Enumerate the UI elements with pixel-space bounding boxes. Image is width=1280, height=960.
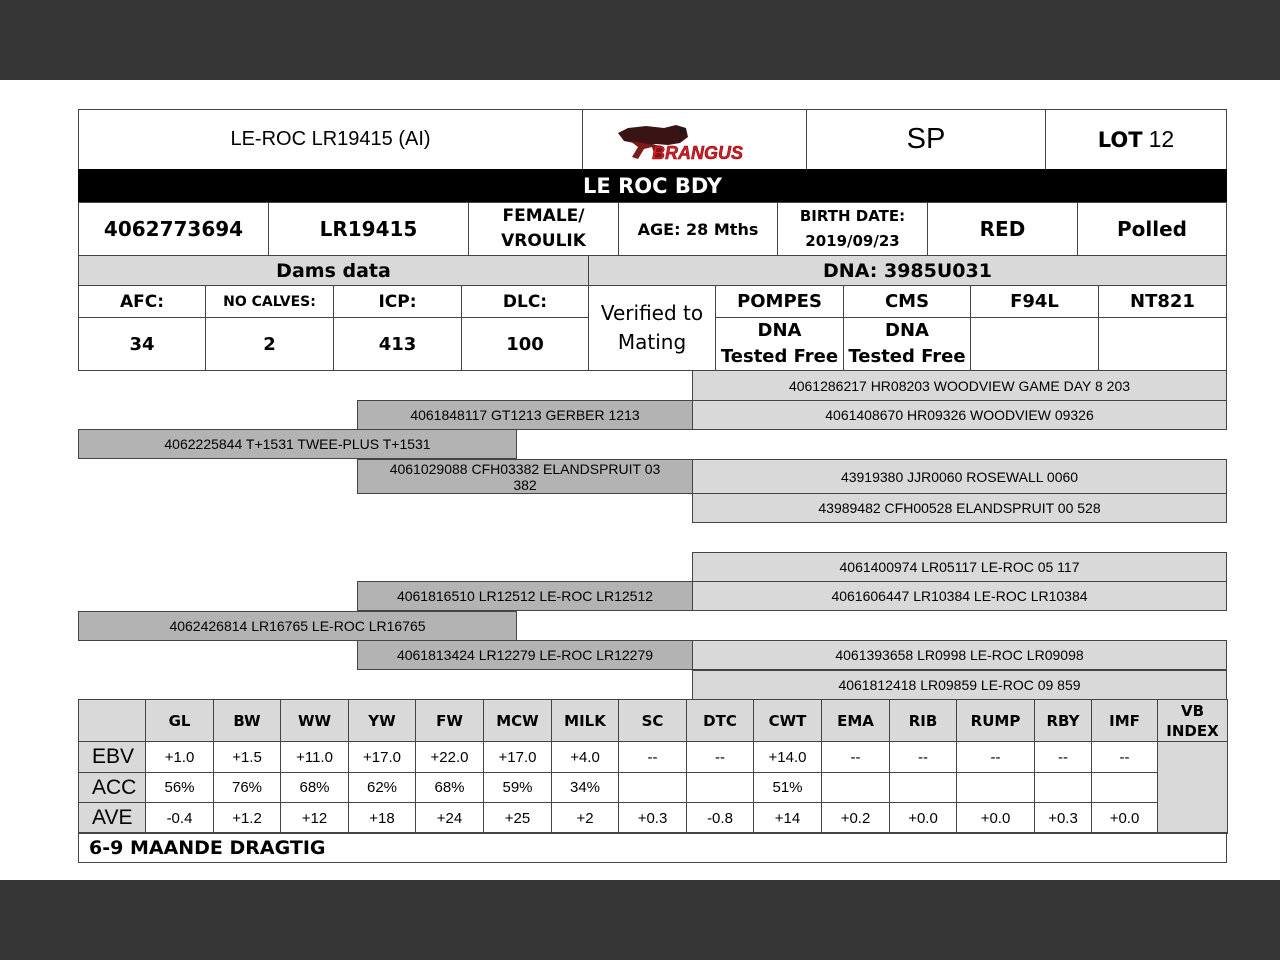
pedigree-dam-dam-dam: 4061812418 LR09859 LE-ROC 09 859 (692, 670, 1227, 700)
ebv-header-sc: SC (618, 699, 687, 742)
ebv-value-acc-rib (889, 772, 957, 803)
title-text: LE ROC BDY (583, 174, 722, 198)
dams-icp-label: ICP: (333, 285, 462, 318)
pedigree-sire-dam-dam: 43989482 CFH00528 ELANDSPRUIT 00 528 (692, 493, 1227, 523)
ebv-value-acc-dtc (686, 772, 754, 803)
ebv-value-acc-rby (1034, 772, 1092, 803)
ebv-value-ebv-bw: +1.5 (213, 741, 281, 773)
dams-afc-value: 34 (78, 317, 206, 371)
animal-code: LR19415 (268, 202, 469, 256)
dna-result-f94l (970, 317, 1099, 371)
breed-code (806, 109, 1046, 170)
ebv-corner (78, 699, 146, 742)
ebv-header-rump: RUMP (956, 699, 1035, 742)
dams-calves-label: NO CALVES: (205, 285, 334, 318)
dna-heading: DNA: 3985U031 (588, 255, 1227, 286)
ebv-value-ebv-gl: +1.0 (145, 741, 214, 773)
animal-name (78, 109, 583, 170)
pedigree-dam: 4062426814 LR16765 LE-ROC LR16765 (78, 611, 517, 641)
ebv-value-acc-imf (1091, 772, 1158, 803)
ebv-value-acc-ema (821, 772, 890, 803)
ebv-value-ebv-fw: +22.0 (415, 741, 484, 773)
ebv-header-mcw: MCW (483, 699, 552, 742)
ebv-vb-index-value (1157, 741, 1228, 834)
pedigree-sire: 4062225844 T+1531 TWEE-PLUS T+1531 (78, 429, 517, 459)
age: AGE: 28 Mths (618, 202, 778, 256)
ebv-value-ave-gl: -0.4 (145, 802, 214, 834)
dams-icp-value: 413 (333, 317, 462, 371)
ebv-value-acc-ww: 68% (280, 772, 349, 803)
ebv-value-ebv-milk: +4.0 (551, 741, 619, 773)
ebv-value-ave-mcw: +25 (483, 802, 552, 834)
ebv-header-bw: BW (213, 699, 281, 742)
ebv-value-ave-rby: +0.3 (1034, 802, 1092, 834)
ebv-value-ave-ww: +12 (280, 802, 349, 834)
ebv-row-label-acc: ACC (78, 772, 146, 803)
ebv-header-ema: EMA (821, 699, 890, 742)
dna-result-cms: DNA Tested Free (843, 317, 971, 371)
ebv-header-yw: YW (348, 699, 416, 742)
ebv-header-rib: RIB (889, 699, 957, 742)
ebv-value-ave-fw: +24 (415, 802, 484, 834)
pedigree-dam-sire-sire: 4061400974 LR05117 LE-ROC 05 117 (692, 552, 1227, 582)
ebv-header-imf: IMF (1091, 699, 1158, 742)
ebv-value-acc-yw: 62% (348, 772, 416, 803)
ebv-value-ebv-rump: -- (956, 741, 1035, 773)
dna-test-nt821: NT821 (1098, 285, 1227, 318)
animal-id: 4062773694 (78, 202, 269, 256)
ebv-value-ebv-cwt: +14.0 (753, 741, 822, 773)
pedigree-sire-sire-sire: 4061286217 HR08203 WOODVIEW GAME DAY 8 203 (692, 370, 1227, 401)
ebv-value-ebv-rib: -- (889, 741, 957, 773)
lot-box (1045, 109, 1227, 170)
dams-dlc-value: 100 (461, 317, 589, 371)
ebv-value-ebv-rby: -- (1034, 741, 1092, 773)
ebv-header-rby: RBY (1034, 699, 1092, 742)
ebv-value-ave-yw: +18 (348, 802, 416, 834)
ebv-value-ave-rib: +0.0 (889, 802, 957, 834)
ebv-value-ebv-ema: -- (821, 741, 890, 773)
pregnancy-note: 6-9 MAANDE DRAGTIG (78, 832, 1227, 863)
ebv-value-ave-ema: +0.2 (821, 802, 890, 834)
ebv-value-acc-fw: 68% (415, 772, 484, 803)
ebv-value-ebv-sc: -- (618, 741, 687, 773)
horn-status: Polled (1077, 202, 1227, 256)
pedigree-dam-dam-sire: 4061393658 LR0998 LE-ROC LR09098 (692, 640, 1227, 670)
ebv-value-acc-rump (956, 772, 1035, 803)
coat-color: RED (927, 202, 1078, 256)
ebv-value-acc-mcw: 59% (483, 772, 552, 803)
ebv-value-ebv-dtc: -- (686, 741, 754, 773)
title-bar (78, 169, 1227, 203)
ebv-value-acc-sc (618, 772, 687, 803)
dna-verified: Verified to Mating (588, 285, 716, 371)
lot-number: 12 (1148, 126, 1175, 152)
ebv-header-ww: WW (280, 699, 349, 742)
ebv-value-ave-bw: +1.2 (213, 802, 281, 834)
pedigree-sire-dam-sire: 43919380 JJR0060 ROSEWALL 0060 (692, 459, 1227, 494)
dna-result-pompes: DNA Tested Free (715, 317, 844, 371)
dams-calves-value: 2 (205, 317, 334, 371)
pedigree-sire-sire-dam: 4061408670 HR09326 WOODVIEW 09326 (692, 400, 1227, 430)
logo-text: BRANGUS (652, 143, 744, 163)
ebv-header-dtc: DTC (686, 699, 754, 742)
dams-afc-label: AFC: (78, 285, 206, 318)
breed-code-text: SP (906, 123, 946, 155)
dams-heading: Dams data (78, 255, 589, 286)
ebv-value-acc-bw: 76% (213, 772, 281, 803)
sex: FEMALE/ VROULIK (468, 202, 619, 256)
dna-result-nt821 (1098, 317, 1227, 371)
dams-dlc-label: DLC: (461, 285, 589, 318)
ebv-header-cwt: CWT (753, 699, 822, 742)
ebv-value-ebv-imf: -- (1091, 741, 1158, 773)
ebv-value-ave-imf: +0.0 (1091, 802, 1158, 834)
brangus-logo (616, 119, 768, 165)
ebv-row-label-ebv: EBV (78, 741, 146, 773)
ebv-row-label-ave: AVE (78, 802, 146, 834)
pedigree-dam-dam: 4061813424 LR12279 LE-ROC LR12279 (357, 640, 693, 670)
ebv-value-ebv-mcw: +17.0 (483, 741, 552, 773)
ebv-value-ebv-yw: +17.0 (348, 741, 416, 773)
ebv-header-vb-index: VB INDEX (1157, 699, 1228, 742)
ebv-value-acc-milk: 34% (551, 772, 619, 803)
ebv-value-ave-cwt: +14 (753, 802, 822, 834)
pedigree-sire-dam: 4061029088 CFH03382 ELANDSPRUIT 03 382 (357, 459, 693, 494)
ebv-value-ave-milk: +2 (551, 802, 619, 834)
pedigree-dam-sire: 4061816510 LR12512 LE-ROC LR12512 (357, 581, 693, 611)
ebv-header-fw: FW (415, 699, 484, 742)
ebv-header-gl: GL (145, 699, 214, 742)
ebv-value-acc-cwt: 51% (753, 772, 822, 803)
ebv-value-ebv-ww: +11.0 (280, 741, 349, 773)
ebv-value-ave-sc: +0.3 (618, 802, 687, 834)
ebv-value-ave-dtc: -0.8 (686, 802, 754, 834)
dna-test-f94l: F94L (970, 285, 1099, 318)
ebv-value-acc-gl: 56% (145, 772, 214, 803)
ebv-header-milk: MILK (551, 699, 619, 742)
birth-date: BIRTH DATE: 2019/09/23 (777, 202, 928, 256)
dna-test-cms: CMS (843, 285, 971, 318)
dna-test-pompes: POMPES (715, 285, 844, 318)
pedigree-sire-sire: 4061848117 GT1213 GERBER 1213 (357, 400, 693, 430)
pedigree-dam-sire-dam: 4061606447 LR10384 LE-ROC LR10384 (692, 581, 1227, 611)
lot-label: LOT (1097, 127, 1143, 152)
animal-name-text: LE-ROC LR19415 (AI) (230, 128, 431, 150)
ebv-value-ave-rump: +0.0 (956, 802, 1035, 834)
